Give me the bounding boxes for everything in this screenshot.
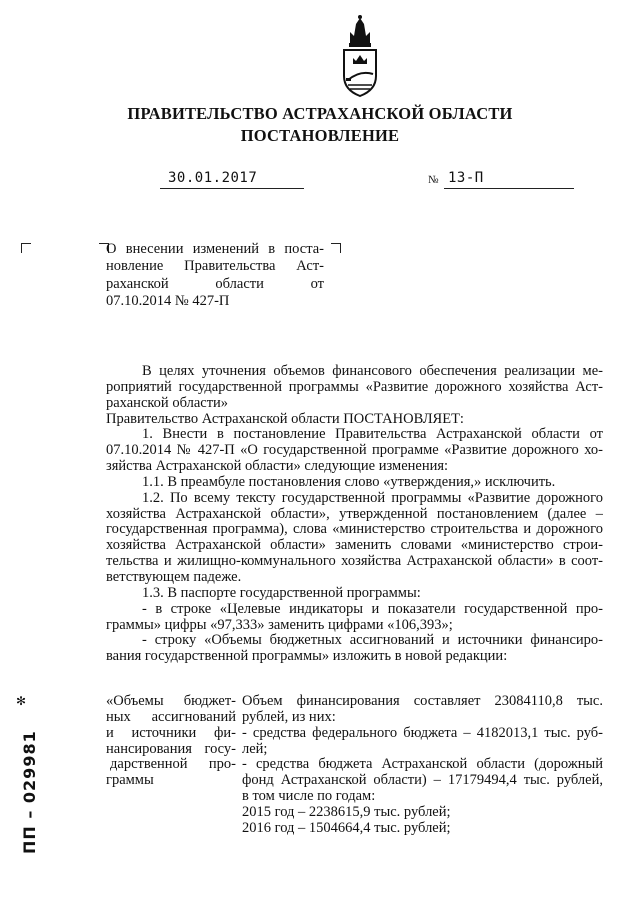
number-value: 13-П: [448, 170, 484, 186]
number-field: [444, 170, 574, 189]
body-line: 1. Внести в постановление Правительства Астраханской области от: [142, 427, 603, 443]
number-underline: [444, 170, 574, 189]
table-label-line: ных ассигнований: [106, 709, 236, 725]
body-line: - строку «Объемы бюджетных ассигнований и источники финансиро-: [142, 633, 603, 649]
table-value-line: фонд Астраханской области) – 17179494,4 тыс. рублей,: [242, 773, 603, 789]
subject-line: О внесении изменений в поста-: [106, 241, 324, 257]
table-value-line: 2015 год – 2238615,9 тыс. рублей;: [242, 804, 451, 820]
body-text: [106, 364, 603, 665]
coat-of-arms-icon: [336, 14, 384, 98]
registration-stamp: [2, 694, 38, 854]
table-value-line: - средства федерального бюджета – 4182013,1 тыс. руб-: [242, 725, 603, 741]
resolution-title: ПОСТАНОВЛЕНИЕ: [240, 126, 400, 145]
body-line: 1.2. По всему тексту государственной программы «Развитие дорожного: [142, 490, 603, 506]
table-value-line: рублей, из них:: [242, 709, 336, 725]
date-field: [160, 170, 304, 189]
body-line: 1.1. В преамбуле постановления слово «утверждения,» исключить.: [142, 474, 556, 490]
stamp-mark-icon: ✻: [16, 694, 27, 708]
passport-table-label-cell: [106, 694, 236, 789]
subject-line: 07.10.2014 № 427-П: [106, 293, 230, 310]
table-label-line: и источники фи-: [106, 725, 236, 741]
table-value-line: лей;: [242, 741, 268, 757]
table-label-line: дарственной про-: [110, 757, 236, 773]
date-underline: [160, 170, 304, 189]
passport-table-value-cell: [242, 694, 603, 837]
table-value-line: Объем финансирования составляет 23084110,8 тыс.: [242, 694, 603, 709]
government-title: ПРАВИТЕЛЬСТВО АСТРАХАНСКОЙ ОБЛАСТИ: [127, 104, 513, 123]
body-line: Правительство Астраханской области ПОСТАНОВЛЯЕТ:: [106, 411, 464, 427]
subject-line: раханской области от: [106, 275, 324, 292]
subject-corner-mark-right: [331, 243, 341, 253]
table-value-line: 2016 год – 1504664,4 тыс. рублей;: [242, 820, 451, 836]
table-label-line: граммы: [106, 773, 154, 789]
body-line: роприятий государственной программы «Развитие дорожного хозяйства Аст-: [106, 379, 603, 395]
left-corner-mark: [21, 243, 31, 253]
table-value-line: в том числе по годам:: [242, 789, 376, 805]
coat-of-arms-graphic: [336, 14, 384, 98]
body-line: ветствующем падеже.: [106, 569, 242, 585]
table-label-line: нансирования госу-: [106, 741, 236, 757]
body-line: хозяйства Астраханской области», утвержденной постановлением (далее –: [106, 506, 603, 522]
resolution-subject: [106, 241, 324, 311]
body-line: зяйства Астраханской области» следующие изменения:: [106, 459, 449, 475]
body-line: 07.10.2014 № 427-П «О государственной программе «Развитие дорожного хо-: [106, 443, 603, 459]
registration-number: ПП – 029981: [20, 730, 39, 854]
table-value-line: - средства бюджета Астраханской области (дорожный: [242, 757, 603, 773]
date-value: 30.01.2017: [168, 170, 258, 186]
body-line: государственная программа), слова «министерство строительства и дорожного: [106, 522, 603, 538]
body-line: раханской области»: [106, 395, 229, 411]
number-sign: №: [428, 174, 439, 186]
body-line: тельства и жилищно-коммунального хозяйства Астраханской области» в соот-: [106, 554, 603, 570]
body-line: В целях уточнения объемов финансового обеспечения реализации ме-: [142, 364, 603, 379]
subject-line: новление Правительства Аст-: [106, 258, 324, 275]
body-line: хозяйства Астраханской области» заменить словами «министерство строи-: [106, 538, 603, 554]
body-line: - в строке «Целевые индикаторы и показатели государственной про-: [142, 601, 603, 617]
body-line: вания государственной программы» изложить в новой редакции:: [106, 649, 508, 665]
body-line: граммы» цифры «97,333» заменить цифрами «106,393»;: [106, 617, 453, 633]
table-label-line: «Объемы бюджет-: [106, 694, 236, 709]
body-line: 1.3. В паспорте государственной программы:: [142, 585, 421, 601]
